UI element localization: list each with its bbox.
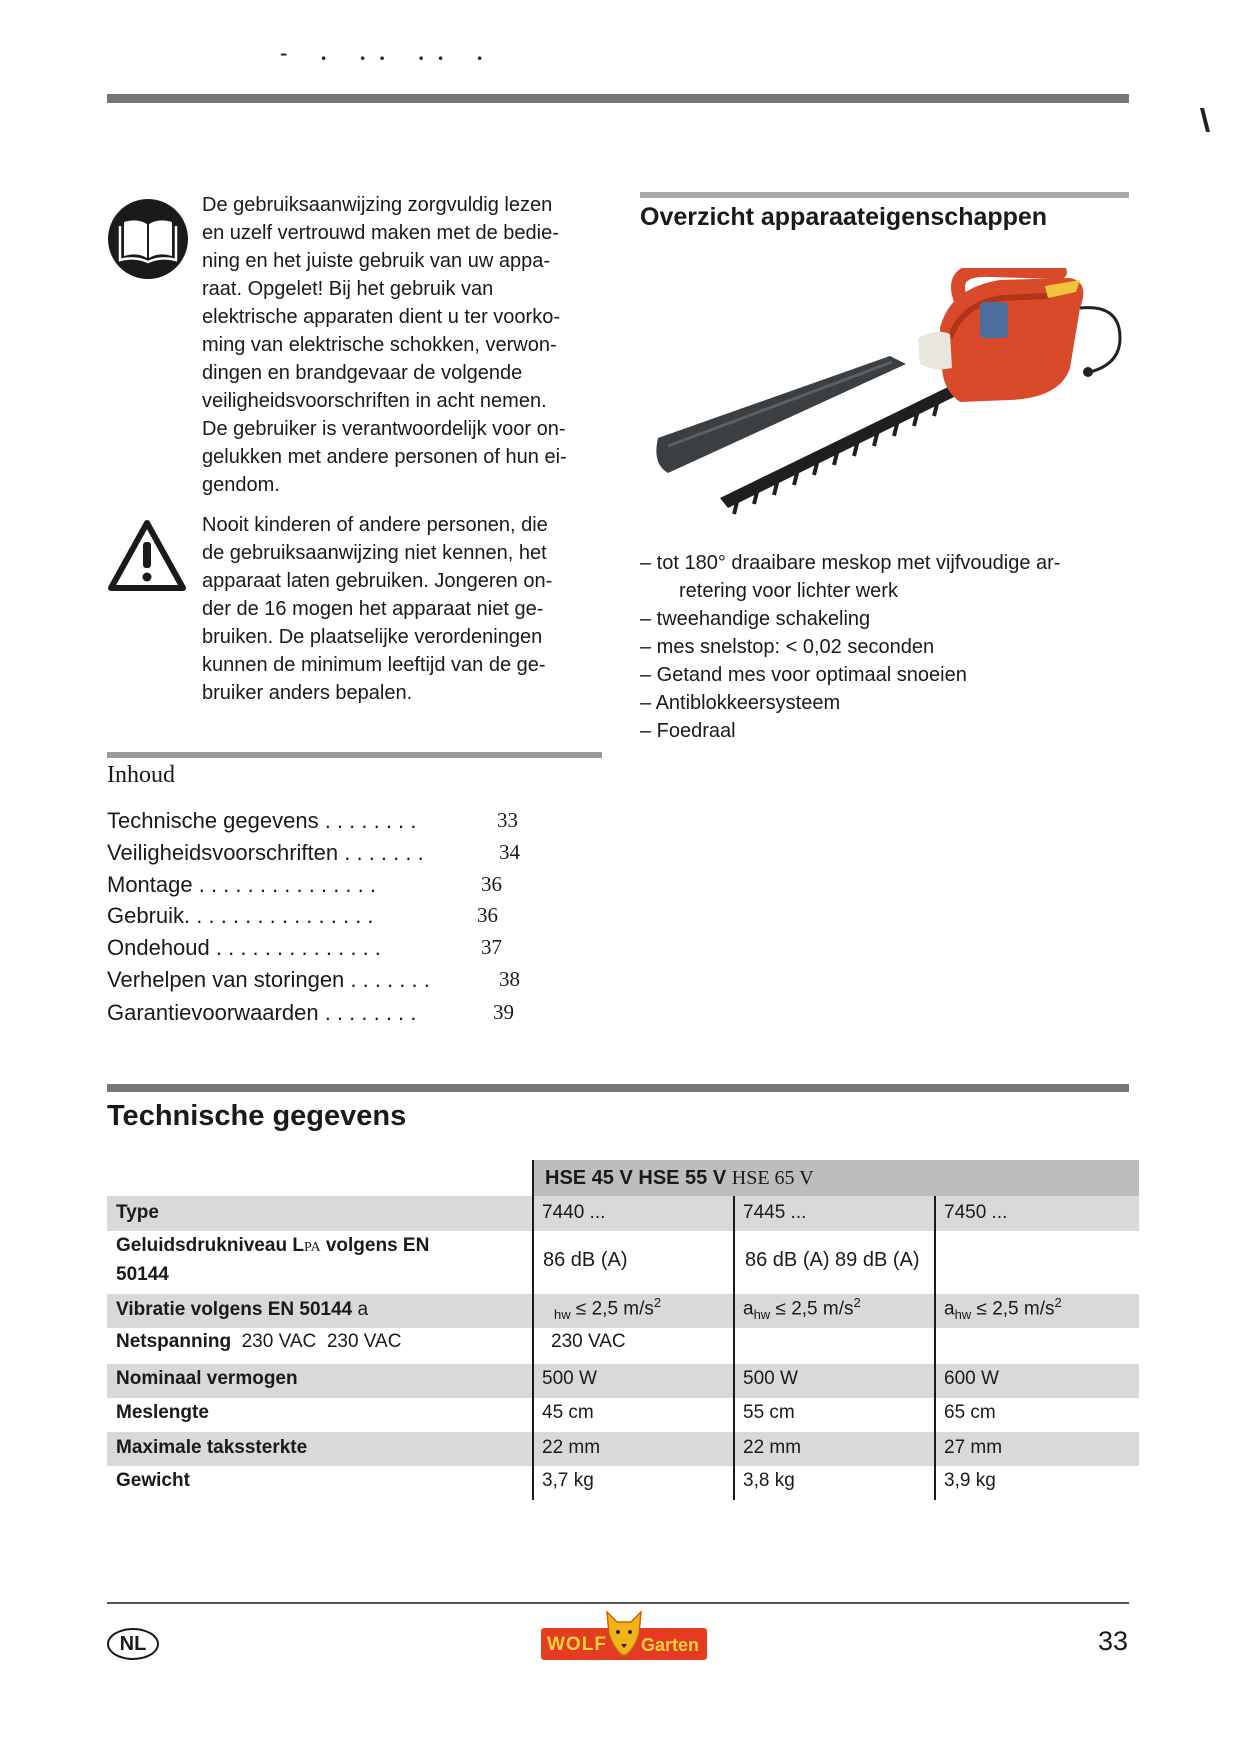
warning-icon: [107, 518, 187, 599]
text-line: de gebruiksaanwijzing niet kennen, het: [202, 542, 547, 564]
text-line: elektrische apparaten dient u ter voorko-: [202, 306, 560, 328]
row-label-length: Meslengte: [116, 1402, 209, 1423]
vibration-value: ≤ 2,5 m/s: [770, 1298, 854, 1320]
weight-hse65: 3,9 kg: [944, 1470, 996, 1491]
branch-hse55: 22 mm: [743, 1437, 802, 1458]
feature-list: [640, 549, 1060, 745]
vibration-hse65: [944, 1295, 1062, 1322]
toc-item[interactable]: [107, 808, 518, 834]
row-label-branch: Maximale takssterkte: [116, 1437, 308, 1458]
edge-mark: [1200, 108, 1210, 132]
row-bg: [533, 1196, 1139, 1231]
toc-page: 37: [481, 935, 502, 959]
branch-hse45: 22 mm: [542, 1437, 601, 1458]
toc-leader: . . . . . . .: [344, 967, 430, 992]
logo-text-left: WOLF: [547, 1634, 607, 1655]
column-divider: [934, 1196, 936, 1500]
read-manual-paragraph: [202, 191, 567, 499]
page-number: 33: [1098, 1626, 1129, 1656]
toc-label: Technische gegevens: [107, 808, 319, 833]
type-hse45: 7440 ...: [542, 1202, 606, 1223]
toc-leader: . . . . . . .: [338, 840, 424, 865]
text-line: der de 16 mogen het apparaat niet ge-: [202, 598, 544, 620]
row-label-noise: [116, 1235, 429, 1257]
vibration-sub: hw: [554, 1307, 571, 1323]
toc-page: 39: [493, 1000, 514, 1024]
text-line: De gebruiker is verantwoordelijk voor on-: [202, 418, 566, 440]
toc-item[interactable]: [107, 1000, 514, 1026]
text-line: De gebruiksaanwijzing zorgvuldig lezen: [202, 194, 553, 216]
vibration-a: a: [743, 1298, 754, 1320]
text-line: apparaat laten gebruiken. Jongeren on-: [202, 570, 553, 592]
column-divider: [532, 1160, 534, 1500]
feature-item: [640, 549, 1060, 605]
footer-rule: [107, 1602, 1129, 1604]
noise-label-c: 50144: [116, 1264, 169, 1285]
toc-label: Verhelpen van storingen: [107, 967, 345, 992]
feature-item: – Foedraal: [640, 720, 736, 742]
toc-label: Veiligheidsvoorschriften: [107, 840, 339, 865]
row-label-voltage: [116, 1331, 401, 1353]
vibration-sub: hw: [954, 1307, 972, 1323]
text-line: gelukken met andere personen of hun ei-: [202, 446, 567, 468]
feature-item: – tweehandige schakeling: [640, 608, 871, 630]
weight-hse55: 3,8 kg: [743, 1470, 795, 1491]
vibration-value: ≤ 2,5 m/s: [971, 1298, 1055, 1320]
toc-label: Garantievoorwaarden: [107, 1000, 319, 1025]
row-label-weight: Gewicht: [116, 1470, 190, 1491]
toc-page: 36: [481, 872, 502, 896]
feature-item: – mes snelstop: < 0,02 seconden: [640, 636, 935, 658]
vibration-hse55: [743, 1295, 861, 1322]
toc-label: Gebruik.: [107, 903, 191, 928]
toc-leader: . . . . . . . . . . . . . . .: [190, 903, 374, 928]
noise-label-a: Geluidsdrukniveau L: [116, 1235, 304, 1256]
toc-item[interactable]: [107, 872, 502, 898]
text-line: veiligheidsvoorschriften in acht nemen.: [202, 390, 547, 412]
hedge-trimmer-image: [650, 268, 1130, 533]
toc-page: 38: [499, 967, 520, 991]
vibration-sup: 2: [1054, 1295, 1062, 1310]
row-label-type: Type: [116, 1202, 159, 1223]
text-line: en uzelf vertrouwd maken met de bedie-: [202, 222, 559, 244]
text-line: raat. Opgelet! Bij het gebruik van: [202, 278, 494, 300]
model-header-plain: HSE 65 V: [731, 1167, 814, 1189]
vibration-label-tail: a: [352, 1299, 369, 1320]
noise-hse55-65: 86 dB (A) 89 dB (A): [745, 1249, 920, 1271]
model-header: [533, 1160, 1139, 1196]
vibration-sub: hw: [753, 1307, 771, 1323]
wolf-garten-logo: [541, 1608, 707, 1662]
power-hse55: 500 W: [743, 1368, 798, 1389]
logo-text-right: Garten: [641, 1635, 700, 1655]
toc-item[interactable]: [107, 935, 502, 961]
children-warning-paragraph: [202, 511, 552, 707]
header-cropped-text: - . .. .. .: [280, 40, 497, 65]
toc-page: 33: [497, 808, 518, 832]
text-line: Nooit kinderen of andere personen, die: [202, 514, 548, 536]
feature-item: – Getand mes voor optimaal snoeien: [640, 664, 967, 686]
toc-leader: . . . . . . . .: [318, 808, 417, 833]
length-hse55: 55 cm: [743, 1402, 795, 1423]
toc-label: Montage: [107, 872, 193, 897]
toc-item[interactable]: [107, 840, 520, 866]
text-line: bruiker anders bepalen.: [202, 682, 413, 704]
row-label-vibration: [116, 1299, 368, 1321]
row-label-power: Nominaal vermogen: [116, 1368, 298, 1389]
feature-item: – Antiblokkeersysteem: [640, 692, 841, 714]
feature-text: – tot 180° draaibare meskop met vijfvoudige ar-: [640, 552, 1061, 574]
text-line: gendom.: [202, 474, 280, 496]
vibration-a: a: [944, 1298, 955, 1320]
column-divider: [733, 1196, 735, 1500]
toc-leader: . . . . . . . . . . . . . .: [209, 935, 381, 960]
vibration-sup: 2: [853, 1295, 861, 1310]
tech-title: Technische gegevens: [107, 1100, 407, 1132]
voltage-hse45: 230 VAC: [551, 1331, 626, 1352]
contents-rule: [107, 752, 602, 758]
length-hse65: 65 cm: [944, 1402, 996, 1423]
vibration-sup: 2: [653, 1295, 662, 1310]
text-line: ming van elektrische schokken, verwon-: [202, 334, 557, 356]
vibration-value: ≤ 2,5 m/s: [570, 1298, 654, 1320]
noise-label-b: volgens EN: [320, 1235, 430, 1256]
toc-item[interactable]: [107, 967, 520, 993]
weight-hse45: 3,7 kg: [542, 1470, 594, 1491]
voltage-label: Netspanning: [116, 1331, 232, 1352]
contents-title: Inhoud: [107, 762, 175, 788]
text-line: kunnen de minimum leeftijd van de ge-: [202, 654, 546, 676]
book-icon: [107, 198, 189, 285]
toc-page: 34: [499, 840, 520, 864]
toc-leader: . . . . . . . . . . . . . . .: [192, 872, 376, 897]
country-badge: NL: [107, 1628, 159, 1660]
type-hse65: 7450 ...: [944, 1202, 1008, 1223]
text-line: bruiken. De plaatselijke verordeningen: [202, 626, 543, 648]
feature-text-continued: retering voor lichter werk: [679, 580, 898, 602]
length-hse45: 45 cm: [542, 1402, 594, 1423]
type-hse55: 7445 ...: [743, 1202, 807, 1223]
overview-rule: [640, 192, 1129, 198]
noise-label-sub: PA: [303, 1240, 321, 1255]
overview-title: Overzicht apparaateigenschappen: [640, 203, 1048, 231]
noise-hse45: 86 dB (A): [543, 1249, 628, 1271]
toc-item[interactable]: [107, 903, 498, 929]
tech-rule: [107, 1084, 1129, 1092]
text-line: dingen en brandgevaar de volgende: [202, 362, 523, 384]
toc-label: Ondehoud: [107, 935, 210, 960]
vibration-label: Vibratie volgens EN 50144: [116, 1299, 353, 1320]
row-bg: [107, 1196, 533, 1231]
model-header-bold: HSE 45 V HSE 55 V: [545, 1167, 727, 1189]
header-rule: [107, 94, 1129, 103]
logo-fox-icon: [603, 1608, 645, 1663]
power-hse45: 500 W: [542, 1368, 597, 1389]
branch-hse65: 27 mm: [944, 1437, 1003, 1458]
voltage-label-tail: 230 VAC 230 VAC: [231, 1331, 402, 1352]
vibration-hse45: [554, 1295, 661, 1322]
toc-leader: . . . . . . . .: [318, 1000, 417, 1025]
toc-page: 36: [477, 903, 498, 927]
power-hse65: 600 W: [944, 1368, 999, 1389]
text-line: ning en het juiste gebruik van uw appa-: [202, 250, 551, 272]
